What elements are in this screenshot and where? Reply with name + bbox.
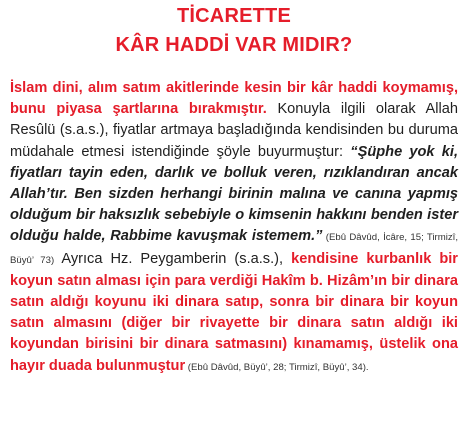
paragraph-text-1: Konuyla ilgili olarak Allah Resûlü (s.a.s.), fiyatlar artmaya başladığında kendisinden bu duruma müdahale etmesi istendiğinde şöyle buyurmuştur:: [10, 101, 458, 160]
reference-citation-1: (Ebû Dâvûd, İcâre, 15; Tirmizî, Büyû’ 73): [10, 232, 458, 266]
highlight-narrative: kendisine kurbanlık bir koyun satın alması için para verdiği Hakîm b. Hizâm’ın bir dinara satın aldığı koyunu iki dinara satıp, sonra bir dinara bir koyun satın almasını (diğer bir rivayette bir dinara satın aldığı iki koyundan birisini bir dinara satmasını) kınamamış, üstelik ona hayır duada bulunmuştur: [10, 250, 458, 374]
reference-citation-2: (Ebû Dâvûd, Büyû’, 28; Tirmizî, Büyû’, 34).: [185, 361, 369, 373]
hadith-quote: “Şüphe yok ki, fiyatları tayin eden, darlık ve bolluk veren, rızıklandıran ancak Allah’tır. Ben sizden herhangi birinin malına ve canına yapmış olduğum bir haksızlık sebebiyle o kimsenin hakkını benden ister olduğu halde, Rabbime kavuşmak istemem.”: [10, 143, 458, 245]
article-paragraph: [10, 78, 458, 378]
article-title-line-2: KÂR HADDİ VAR MIDIR?: [115, 34, 353, 56]
article-title-line-1: TİCARETTE: [176, 5, 292, 27]
paragraph-text-2: Ayrıca Hz. Peygamberin (s.a.s.),: [54, 250, 292, 267]
highlight-statement: İslam dini, alım satım akitlerinde kesin bir kâr haddi koymamış, bunu piyasa şartlarına bırakmıştır.: [10, 80, 458, 118]
